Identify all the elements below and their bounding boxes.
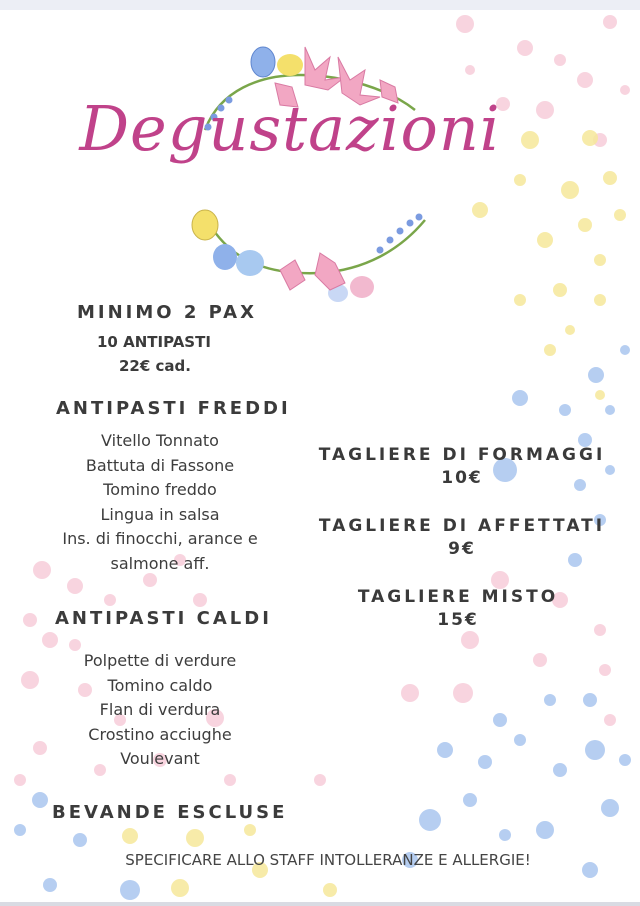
- confetti-dot: [14, 824, 26, 836]
- confetti-dot: [244, 824, 256, 836]
- confetti-dot: [603, 15, 617, 29]
- confetti-dot: [594, 254, 606, 266]
- confetti-dot: [437, 742, 453, 758]
- allergy-notice: SPECIFICARE ALLO STAFF INTOLLERANZE E ALLERGIE!: [125, 851, 531, 869]
- confetti-dot: [614, 209, 626, 221]
- tagliere-misto: [298, 587, 618, 630]
- antipasti-freddi-heading: ANTIPASTI FREDDI: [56, 398, 291, 419]
- confetti-dot: [544, 694, 556, 706]
- list-item: Vitello Tonnato: [101, 431, 219, 450]
- confetti-dot: [14, 774, 26, 786]
- confetti-dot: [453, 683, 473, 703]
- list-item: Polpette di verdure: [83, 651, 237, 670]
- tagliere-name: TAGLIERE MISTO: [357, 587, 559, 607]
- list-item: Tomino caldo: [107, 675, 213, 695]
- list-item: Tomino freddo: [103, 480, 217, 499]
- confetti-dot: [42, 632, 58, 648]
- confetti-dot: [620, 85, 630, 95]
- confetti-dot: [514, 294, 526, 306]
- tagliere-affettati: [302, 516, 622, 559]
- confetti-dot: [517, 40, 533, 56]
- confetti-dot: [193, 593, 207, 607]
- confetti-dot: [595, 390, 605, 400]
- confetti-dot: [186, 829, 204, 847]
- confetti-dot: [619, 754, 631, 766]
- confetti-dot: [585, 740, 605, 760]
- confetti-dot: [553, 283, 567, 297]
- confetti-dot: [401, 684, 419, 702]
- confetti-dot: [578, 218, 592, 232]
- confetti-dot: [456, 15, 474, 33]
- list-item: Crostino acciughe: [88, 724, 232, 744]
- confetti-dot: [67, 578, 83, 594]
- confetti-dot: [604, 714, 616, 726]
- confetti-dot: [499, 829, 511, 841]
- confetti-dot: [514, 734, 526, 746]
- bottom-border: [0, 902, 640, 906]
- confetti-dot: [32, 792, 48, 808]
- antipasti-freddi-list: [20, 429, 300, 576]
- confetti-dot: [171, 879, 189, 897]
- tagliere-name: TAGLIERE DI AFFETTATI: [318, 516, 606, 536]
- confetti-dot: [514, 174, 526, 186]
- list-item: Voulevant: [120, 749, 200, 768]
- confetti-dot: [521, 131, 539, 149]
- menu-title: Degustazioni: [79, 92, 501, 165]
- confetti-dot: [536, 101, 554, 119]
- confetti-dot: [561, 181, 579, 199]
- confetti-dot: [323, 883, 337, 897]
- confetti-dot: [577, 72, 593, 88]
- tagliere-price: 15€: [437, 610, 479, 630]
- confetti-dot: [419, 809, 441, 831]
- confetti-dot: [582, 130, 598, 146]
- confetti-dot: [533, 653, 547, 667]
- confetti-dot: [472, 202, 488, 218]
- confetti-dot: [493, 713, 507, 727]
- confetti-dot: [43, 878, 57, 892]
- confetti-dot: [478, 755, 492, 769]
- tagliere-price: 10€: [441, 468, 483, 488]
- confetti-dot: [603, 171, 617, 185]
- tagliere-name: TAGLIERE DI FORMAGGI: [318, 445, 606, 465]
- confetti-dot: [599, 664, 611, 676]
- list-item: Lingua in salsa: [100, 504, 220, 524]
- confetti-dot: [120, 880, 140, 900]
- confetti-dot: [224, 774, 236, 786]
- antipasti-caldi-list: [35, 649, 285, 772]
- floral-wreath: [180, 35, 440, 315]
- confetti-dot: [537, 232, 553, 248]
- list-item: salmone aff.: [110, 553, 210, 573]
- bevande-note: BEVANDE ESCLUSE: [52, 802, 288, 823]
- confetti-dot: [73, 833, 87, 847]
- confetti-dot: [536, 821, 554, 839]
- confetti-dot: [583, 693, 597, 707]
- confetti-dot: [122, 828, 138, 844]
- confetti-dot: [553, 763, 567, 777]
- confetti-dot: [594, 294, 606, 306]
- antipasti-count: 10 ANTIPASTI: [97, 333, 211, 351]
- confetti-dot: [23, 613, 37, 627]
- minimo-heading: MINIMO 2 PAX: [77, 302, 257, 323]
- confetti-dot: [463, 793, 477, 807]
- confetti-dot: [104, 594, 116, 606]
- confetti-dot: [601, 799, 619, 817]
- confetti-dot: [465, 65, 475, 75]
- tagliere-price: 9€: [448, 539, 476, 559]
- confetti-dot: [314, 774, 326, 786]
- confetti-dot: [559, 404, 571, 416]
- confetti-dot: [605, 405, 615, 415]
- confetti-dot: [544, 344, 556, 356]
- confetti-dot: [554, 54, 566, 66]
- confetti-dot: [565, 325, 575, 335]
- tagliere-formaggi: [302, 445, 622, 488]
- antipasti-caldi-heading: ANTIPASTI CALDI: [55, 608, 272, 629]
- confetti-dot: [512, 390, 528, 406]
- confetti-dot: [588, 367, 604, 383]
- list-item: Ins. di finocchi, arance e: [62, 529, 258, 548]
- list-item: Flan di verdura: [99, 700, 221, 719]
- confetti-dot: [620, 345, 630, 355]
- list-item: Battuta di Fassone: [85, 455, 235, 475]
- price-per-person: 22€ cad.: [119, 357, 191, 375]
- confetti-dot: [461, 631, 479, 649]
